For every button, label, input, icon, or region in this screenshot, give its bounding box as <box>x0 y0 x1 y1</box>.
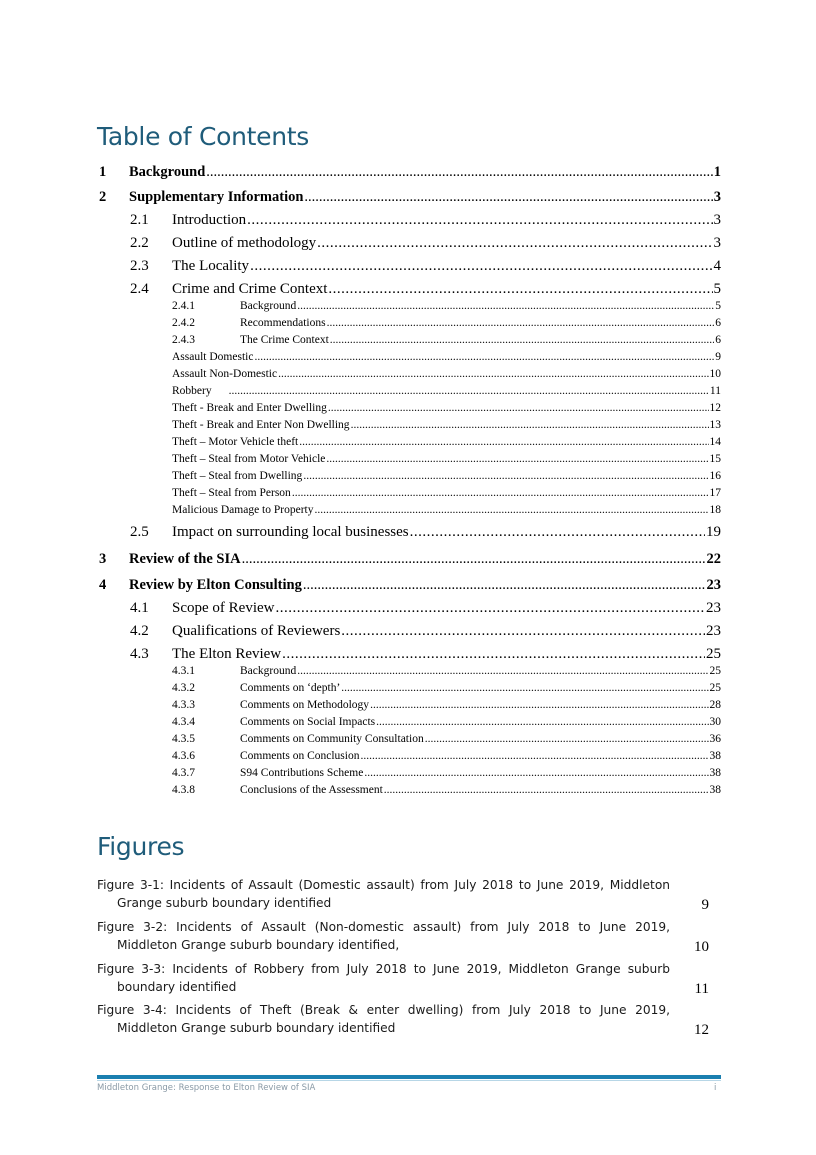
toc-entry[interactable] <box>172 750 721 762</box>
toc-entry[interactable] <box>172 453 721 465</box>
toc-heading: Table of Contents <box>97 122 309 151</box>
toc-entry-title: Theft – Steal from Motor Vehicle <box>172 453 326 465</box>
toc-dot-leader <box>364 767 708 779</box>
figure-caption-line2: Grange suburb boundary identified <box>117 896 332 910</box>
toc-entry-page: 38 <box>709 767 721 779</box>
toc-dot-leader <box>328 402 709 414</box>
toc-entry-number: 3 <box>99 551 107 567</box>
toc-entry-title: Comments on Conclusion <box>240 750 360 762</box>
toc-entry[interactable] <box>172 419 721 431</box>
toc-entry-title: Qualifications of Reviewers <box>172 623 341 639</box>
toc-entry[interactable] <box>172 351 721 363</box>
toc-dot-leader <box>304 189 712 206</box>
toc-entry-page: 22 <box>706 551 721 567</box>
toc-entry-number: 2.4.1 <box>172 300 195 312</box>
toc-entry-page: 25 <box>706 646 721 662</box>
toc-entry[interactable] <box>130 258 721 275</box>
toc-entry[interactable] <box>172 716 721 728</box>
toc-entry-number: 4.3 <box>130 646 149 662</box>
toc-entry-title: Introduction <box>172 212 247 228</box>
toc-entry-page: 36 <box>709 733 721 745</box>
toc-entry-title: Comments on Methodology <box>240 699 370 711</box>
figure-page: 11 <box>694 981 709 997</box>
toc-entry-page: 12 <box>709 402 721 414</box>
toc-entry-number: 2.1 <box>130 212 149 228</box>
toc-entry-title: Conclusions of the Assessment <box>240 784 383 796</box>
figure-page: 12 <box>694 1022 709 1038</box>
figure-caption-line2: boundary identified <box>117 980 237 994</box>
toc-entry-title: Theft – Steal from Person <box>172 487 291 499</box>
figure-entry[interactable] <box>97 918 711 954</box>
toc-entry-page: 17 <box>709 487 721 499</box>
toc-entry-page: 6 <box>715 317 721 329</box>
toc-entry[interactable] <box>130 212 721 229</box>
toc-entry-page: 3 <box>713 189 721 205</box>
toc-entry-title: Comments on Community Consultation <box>240 733 424 745</box>
toc-entry-number: 1 <box>99 164 107 180</box>
footer-page-number: i <box>714 1083 717 1093</box>
toc-entry-title: Supplementary Information <box>129 189 304 205</box>
toc-entry-title: Malicious Damage to Property <box>172 504 314 516</box>
toc-dot-leader <box>282 646 705 663</box>
toc-entry-title: Background <box>240 665 297 677</box>
toc-entry-title: The Locality <box>172 258 250 274</box>
toc-entry-number: 4.3.6 <box>172 750 195 762</box>
toc-entry[interactable] <box>172 470 721 482</box>
toc-entry-page: 9 <box>715 351 721 363</box>
toc-entry[interactable] <box>130 524 721 541</box>
toc-entry-number: 4.3.7 <box>172 767 195 779</box>
toc-entry-page: 38 <box>709 750 721 762</box>
toc-entry-number: 4.3.1 <box>172 665 195 677</box>
figure-caption-line1: Figure 3-2: Incidents of Assault (Non-domestic assault) from July 2018 to June 2019, <box>97 920 670 934</box>
toc-entry-number: 4 <box>99 577 107 593</box>
figure-caption-line1: Figure 3-4: Incidents of Theft (Break & enter dwelling) from July 2018 to June 2019, <box>97 1003 670 1017</box>
toc-dot-leader <box>327 317 715 329</box>
toc-entry[interactable] <box>172 665 721 677</box>
toc-entry[interactable] <box>99 577 721 594</box>
toc-entry-page: 25 <box>709 682 721 694</box>
figure-caption-line2: Middleton Grange suburb boundary identified, <box>117 938 400 952</box>
toc-entry[interactable] <box>99 164 721 181</box>
toc-entry-title: Background <box>129 164 206 180</box>
toc-dot-leader <box>330 334 714 346</box>
toc-entry-title: Assault Non-Domestic <box>172 368 278 380</box>
toc-entry[interactable] <box>172 300 721 312</box>
toc-entry[interactable] <box>99 189 721 206</box>
toc-entry[interactable] <box>172 487 721 499</box>
toc-entry[interactable] <box>172 767 721 779</box>
toc-entry-page: 19 <box>706 524 721 540</box>
toc-entry[interactable] <box>172 682 721 694</box>
toc-entry-page: 18 <box>709 504 721 516</box>
toc-entry-page: 28 <box>709 699 721 711</box>
toc-entry-title: Review by Elton Consulting <box>129 577 302 593</box>
toc-entry[interactable] <box>130 646 721 663</box>
toc-entry-page: 25 <box>709 665 721 677</box>
toc-entry-number: 2.5 <box>130 524 149 540</box>
figures-heading: Figures <box>97 832 185 861</box>
toc-entry-page: 38 <box>709 784 721 796</box>
toc-entry[interactable] <box>172 699 721 711</box>
toc-entry-number: 4.3.3 <box>172 699 195 711</box>
toc-entry-page: 11 <box>709 385 721 397</box>
footer-title: Middleton Grange: Response to Elton Review of SIA <box>97 1083 316 1093</box>
toc-entry[interactable] <box>172 334 721 346</box>
toc-entry-title: Comments on Social Impacts <box>240 716 376 728</box>
toc-dot-leader <box>410 524 705 541</box>
toc-entry[interactable] <box>130 235 721 252</box>
toc-entry-title: The Elton Review <box>172 646 282 662</box>
toc-entry[interactable] <box>172 436 721 448</box>
toc-entry-page: 23 <box>706 577 721 593</box>
toc-dot-leader <box>314 504 708 516</box>
toc-entry-page: 13 <box>709 419 721 431</box>
toc-entry-page: 10 <box>709 368 721 380</box>
toc-entry[interactable] <box>172 368 721 380</box>
toc-entry-title: Recommendations <box>240 317 326 329</box>
toc-dot-leader <box>297 665 708 677</box>
toc-entry-page: 14 <box>709 436 721 448</box>
toc-dot-leader <box>370 699 708 711</box>
toc-entry[interactable] <box>172 504 721 516</box>
toc-entry-page: 3 <box>713 235 721 251</box>
toc-entry-title: Background <box>240 300 297 312</box>
toc-dot-leader <box>206 164 712 181</box>
toc-entry-number: 4.3.5 <box>172 733 195 745</box>
toc-dot-leader <box>303 470 708 482</box>
figure-entry[interactable] <box>97 1001 711 1037</box>
toc-dot-leader <box>328 281 712 298</box>
figure-entry[interactable] <box>97 960 711 996</box>
toc-entry[interactable] <box>99 551 721 568</box>
toc-dot-leader <box>275 600 705 617</box>
toc-entry-number: 2.4.3 <box>172 334 195 346</box>
toc-dot-leader <box>299 436 708 448</box>
toc-entry-title: Review of the SIA <box>129 551 241 567</box>
toc-entry[interactable] <box>172 402 721 414</box>
toc-entry-number: 2.4.2 <box>172 317 195 329</box>
toc-entry-title: Comments on ‘depth’ <box>240 682 341 694</box>
toc-entry-number: 2 <box>99 189 107 205</box>
toc-entry-number: 2.3 <box>130 258 149 274</box>
toc-entry-title: Theft - Break and Enter Non Dwelling <box>172 419 350 431</box>
toc-dot-leader <box>303 577 706 594</box>
toc-entry-title: Theft - Break and Enter Dwelling <box>172 402 327 414</box>
toc-entry[interactable] <box>172 733 721 745</box>
toc-entry-page: 15 <box>709 453 721 465</box>
toc-entry-page: 6 <box>715 334 721 346</box>
toc-dot-leader <box>254 351 714 363</box>
toc-entry-number: 4.3.2 <box>172 682 195 694</box>
footer-rule-thin <box>97 1080 721 1081</box>
figure-page: 9 <box>701 897 709 913</box>
toc-dot-leader <box>292 487 709 499</box>
figure-caption-line2: Middleton Grange suburb boundary identified <box>117 1021 396 1035</box>
toc-entry-number: 2.2 <box>130 235 149 251</box>
toc-entry[interactable] <box>172 317 721 329</box>
toc-dot-leader <box>341 623 705 640</box>
toc-entry-title: Crime and Crime Context <box>172 281 328 297</box>
toc-entry-title: Theft – Motor Vehicle theft <box>172 436 299 448</box>
toc-entry-page: 4 <box>713 258 721 274</box>
toc-dot-leader <box>278 368 708 380</box>
toc-dot-leader <box>376 716 708 728</box>
toc-entry[interactable] <box>130 623 721 640</box>
toc-entry-page: 23 <box>706 600 721 616</box>
figure-entry[interactable] <box>97 876 711 912</box>
toc-dot-leader <box>341 682 708 694</box>
toc-entry-title: Impact on surrounding local businesses <box>172 524 409 540</box>
toc-dot-leader <box>229 385 709 397</box>
toc-entry[interactable] <box>130 281 721 298</box>
toc-entry-title: Theft – Steal from Dwelling <box>172 470 303 482</box>
figure-caption-line1: Figure 3-1: Incidents of Assault (Domestic assault) from July 2018 to June 2019, Middleton <box>97 878 670 892</box>
toc-entry-number: 4.3.8 <box>172 784 195 796</box>
figure-caption-line1: Figure 3-3: Incidents of Robbery from July 2018 to June 2019, Middleton Grange suburb <box>97 962 670 976</box>
figure-page: 10 <box>694 939 709 955</box>
toc-dot-leader <box>317 235 712 252</box>
toc-dot-leader <box>351 419 709 431</box>
toc-entry-number: 4.3.4 <box>172 716 195 728</box>
toc-entry-page: 5 <box>715 300 721 312</box>
toc-entry[interactable] <box>172 784 721 796</box>
toc-entry-title: S94 Contributions Scheme <box>240 767 364 779</box>
toc-dot-leader <box>326 453 708 465</box>
toc-entry-title: Scope of Review <box>172 600 275 616</box>
toc-dot-leader <box>250 258 712 275</box>
toc-dot-leader <box>384 784 709 796</box>
toc-entry-number: 4.2 <box>130 623 149 639</box>
toc-entry-title: The Crime Context <box>240 334 329 346</box>
toc-entry-title: Robbery <box>172 385 212 397</box>
toc-entry-page: 1 <box>713 164 721 180</box>
toc-entry-title: Outline of methodology <box>172 235 317 251</box>
toc-entry-page: 3 <box>713 212 721 228</box>
toc-entry-number: 4.1 <box>130 600 149 616</box>
toc-dot-leader <box>360 750 708 762</box>
toc-entry-page: 30 <box>709 716 721 728</box>
toc-dot-leader <box>242 551 706 568</box>
toc-dot-leader <box>425 733 709 745</box>
toc-entry-page: 16 <box>709 470 721 482</box>
toc-entry[interactable] <box>130 600 721 617</box>
toc-entry-title: Assault Domestic <box>172 351 254 363</box>
toc-entry[interactable] <box>172 385 721 397</box>
toc-entry-page: 23 <box>706 623 721 639</box>
toc-entry-page: 5 <box>713 281 721 297</box>
toc-entry-number: 2.4 <box>130 281 149 297</box>
footer-rule <box>97 1075 721 1079</box>
toc-dot-leader <box>247 212 712 229</box>
toc-dot-leader <box>297 300 714 312</box>
